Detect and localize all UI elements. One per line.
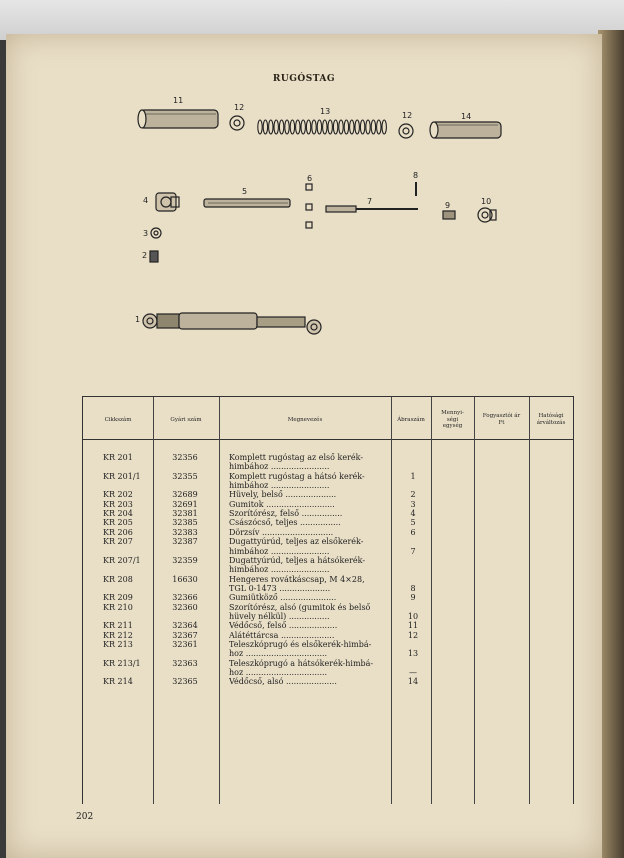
figure-label-6: 6 xyxy=(307,174,313,183)
spring-coil xyxy=(269,120,273,134)
header-price: Fogyasztói ár Ft xyxy=(482,413,521,426)
part-3-rubber-bushing xyxy=(151,228,161,238)
part-13-spring xyxy=(258,120,387,134)
header-rule xyxy=(83,439,573,440)
catalog-page xyxy=(6,34,602,858)
factory-number: 32387 xyxy=(172,537,198,547)
figure-label-3: 3 xyxy=(143,229,149,238)
spring-coil xyxy=(344,120,348,134)
part-2-inner-sleeve xyxy=(150,251,158,262)
part-description: Szorítórész, felső ................ xyxy=(229,509,343,519)
spring-coil xyxy=(339,120,343,134)
figure-number: 8 xyxy=(410,583,416,593)
part-description: Dugattyúrúd, teljes a hátsókerék- xyxy=(229,555,366,565)
part-12-washer xyxy=(230,116,244,130)
part-code: KR 201 xyxy=(103,453,133,462)
part-code: KR 211 xyxy=(103,621,133,631)
figure-label-2: 2 xyxy=(142,251,148,260)
figure-label-12b: 12 xyxy=(402,111,413,120)
part-code: KR 203 xyxy=(103,499,133,509)
part-code: KR 212 xyxy=(103,630,133,640)
part-12-washer-right xyxy=(399,124,413,138)
part-code: KR 206 xyxy=(103,527,133,537)
header-code: Cikkszám xyxy=(104,416,132,423)
figure-label-8: 8 xyxy=(413,171,419,180)
part-code: KR 210 xyxy=(103,602,133,612)
part-description: Gumitok ........................... xyxy=(229,499,335,509)
figure-number: 12 xyxy=(407,630,419,640)
spring-coil xyxy=(350,120,354,134)
part-description: Komplett rugóstag a hátsó kerék- xyxy=(229,471,365,481)
table-row xyxy=(83,677,573,687)
factory-number: 32689 xyxy=(172,490,198,500)
part-description: Teleszkóprugó és elsőkerék-himbá- xyxy=(229,640,372,649)
figure-label-11: 11 xyxy=(173,96,184,105)
part-description: hüvely nélkül) ................ xyxy=(229,611,330,621)
header-name: Megnevezés xyxy=(287,416,323,423)
part-description: Komplett rugóstag az első kerék- xyxy=(229,453,364,462)
part-description: himbához ....................... xyxy=(229,546,330,556)
part-description: Szorítórész, alsó (gumitok és belső xyxy=(229,602,371,612)
part-code: KR 204 xyxy=(103,509,133,519)
spring-coil xyxy=(366,120,370,134)
spring-coil xyxy=(371,120,375,134)
part-description: Gumiütköző ...................... xyxy=(229,593,337,603)
spring-coil xyxy=(306,120,310,134)
factory-number: 32364 xyxy=(172,621,198,631)
factory-number: 32355 xyxy=(172,471,198,481)
figure-label-5: 5 xyxy=(242,187,248,196)
figure-number: 11 xyxy=(407,621,419,631)
figure-number: 7 xyxy=(410,546,416,556)
part-7-piston-rod xyxy=(326,206,418,212)
figure-number: 9 xyxy=(410,593,416,603)
spring-coil xyxy=(301,120,305,134)
part-description: Hengeres rovátkáscsap, M 4×28, xyxy=(229,574,365,584)
factory-number: 32383 xyxy=(172,527,198,537)
page-number: 202 xyxy=(76,812,94,822)
part-description: hoz ................................ xyxy=(229,668,328,678)
part-5-tube xyxy=(204,199,290,207)
figure-label-4: 4 xyxy=(143,196,149,205)
part-description: Védőcső, felső ................... xyxy=(229,621,338,631)
part-description: TGL 0-1473 .................... xyxy=(229,583,331,593)
factory-number: 32385 xyxy=(172,518,198,528)
part-code: KR 213/1 xyxy=(103,658,141,668)
figure-label-12: 12 xyxy=(234,103,245,112)
figure-label-7: 7 xyxy=(367,197,373,206)
figure-number: — xyxy=(409,668,417,678)
factory-number: 32363 xyxy=(172,658,198,668)
parts-table xyxy=(82,396,574,804)
part-description: Hüvely, belső .................... xyxy=(229,490,337,500)
spring-coil xyxy=(279,120,283,134)
factory-number: 32381 xyxy=(172,509,198,519)
part-code: KR 207/1 xyxy=(103,555,141,565)
figure-number: 6 xyxy=(410,527,416,537)
figure-number: 14 xyxy=(407,677,419,687)
part-code: KR 201/1 xyxy=(103,471,141,481)
spring-coil xyxy=(312,120,316,134)
part-14-protective-tube-lower xyxy=(430,122,501,138)
spring-coil xyxy=(328,120,332,134)
part-description: Védőcső, alsó .................... xyxy=(229,677,337,687)
header-factory-number: Gyári szám xyxy=(170,416,202,423)
spring-coil xyxy=(285,120,289,134)
part-code: KR 205 xyxy=(103,518,133,528)
spring-coil xyxy=(333,120,337,134)
part-description: Alátéttárcsa ..................... xyxy=(229,630,335,640)
part-description: himbához ....................... xyxy=(229,462,330,472)
part-code: KR 202 xyxy=(103,490,133,500)
figure-number: 5 xyxy=(410,518,416,528)
part-description: himbához ....................... xyxy=(229,565,330,575)
header-figure-number: Ábraszám xyxy=(397,416,425,423)
factory-number: 32359 xyxy=(172,555,198,565)
figure-number: 2 xyxy=(410,490,416,500)
part-description: Dörzsív ............................ xyxy=(229,527,334,537)
part-code: KR 207 xyxy=(103,537,133,547)
spring-coil xyxy=(377,120,381,134)
spring-coil xyxy=(258,120,262,134)
factory-number: 32366 xyxy=(172,593,198,603)
factory-number: 32365 xyxy=(172,677,198,687)
part-code: KR 213 xyxy=(103,640,133,649)
spring-coil xyxy=(317,120,321,134)
figure-label-13: 13 xyxy=(320,107,331,116)
part-11-protective-tube-upper xyxy=(138,110,218,128)
part-4-upper-clamp xyxy=(156,193,179,211)
figure-label-1: 1 xyxy=(135,315,141,324)
spring-coil xyxy=(263,120,267,134)
factory-number: 32356 xyxy=(172,453,198,462)
part-description: hoz ................................ xyxy=(229,649,328,659)
part-description: Dugattyúrúd, teljes az elsőkerék- xyxy=(229,537,364,547)
part-description: Császócső, teljes ................ xyxy=(229,518,341,528)
part-code: KR 208 xyxy=(103,574,133,584)
part-9-rubber-buffer xyxy=(443,211,455,219)
spring-coil xyxy=(355,120,359,134)
spring-coil xyxy=(323,120,327,134)
part-6-friction-parts xyxy=(306,184,312,228)
figure-number: 13 xyxy=(407,649,419,659)
parts-diagram xyxy=(6,34,602,374)
part-description: Teleszkóprugó a hátsókerék-himbá- xyxy=(229,658,374,668)
page-title: RUGÓSTAG xyxy=(272,74,336,84)
part-code: KR 214 xyxy=(103,677,133,687)
factory-number: 32360 xyxy=(172,602,198,612)
factory-number: 32691 xyxy=(172,499,198,509)
header-price-change: Hatósági árváltozás xyxy=(536,413,566,426)
part-code: KR 209 xyxy=(103,593,133,603)
factory-number: 32361 xyxy=(172,640,198,649)
figure-label-9: 9 xyxy=(445,201,451,210)
spring-coil xyxy=(274,120,278,134)
part-10-lower-clamp xyxy=(478,208,496,222)
figure-number: 1 xyxy=(410,471,416,481)
part-description: himbához ....................... xyxy=(229,481,330,491)
spring-coil xyxy=(296,120,300,134)
part-1-complete-shock-absorber xyxy=(143,313,321,334)
header-unit: Mennyi- ségi egység xyxy=(441,410,464,430)
figure-number: 10 xyxy=(407,611,419,621)
spring-coil xyxy=(290,120,294,134)
factory-number: 16630 xyxy=(172,574,198,584)
figure-label-10: 10 xyxy=(481,197,492,206)
factory-number: 32367 xyxy=(172,630,198,640)
spring-coil xyxy=(360,120,364,134)
spring-coil xyxy=(382,120,386,134)
figure-number: 3 xyxy=(410,499,416,509)
figure-label-14: 14 xyxy=(461,112,472,121)
figure-number: 4 xyxy=(410,509,416,519)
